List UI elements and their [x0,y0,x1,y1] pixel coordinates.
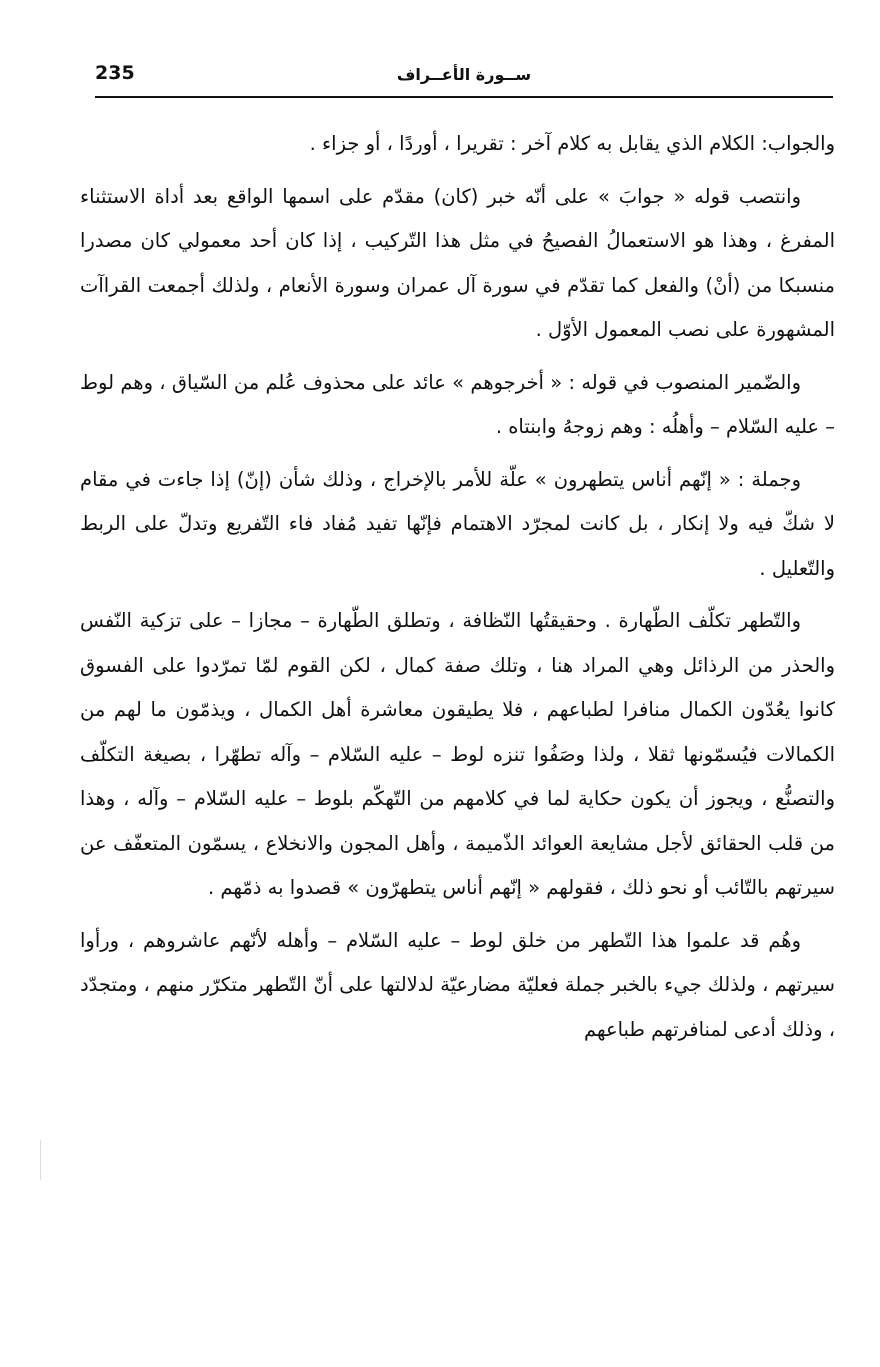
paragraph-pronoun: والضّمير المنصوب في قوله : « أخرجوهم » عائد على محذوف عُلم من السّياق ، وهم لوط – عليه السّلام – وأهلُه : وهم زوجهُ وابنتاه . [80,370,835,438]
paragraph-answer-definition: والجواب: الكلام الذي يقابل به كلام آخر : تقريرا ، أوردًا ، أو جزاء . [309,132,835,155]
header-rule [95,96,833,98]
paragraph-purification: والتّطهر تكلّف الطّهارة . وحقيقتُها النّظافة ، وتطلق الطّهارة – مجازا – على تزكية النّفس والحذر من الرذائل وهي المراد هنا ، وتلك صفة كمال ، لكن القوم لمّا تمرّدوا على الفسوق كانوا يعُدّون الكمال منافرا لطباعهم ، فلا يطيقون معاشرة أهل الكمال ، ويذمّون ما لهم من الكمالات فيُسمّونها ثقلا ، ولذا وصَفُوا تنزه لوط – عليه السّلام – وآله تطهّرا ، بصيغة التكلّف والتصنُّع ، ويجوز أن يكون حكاية لما في كلامهم من التّهكّم بلوط – عليه السّلام – وآله ، وهذا من قلب الحقائق لأجل مشايعة العوائد الذّميمة ، وأهل المجون والانخلاع ، يسمّون المتعفّف عن سيرتهم بالتّائب أو نحو ذلك ، فقولهم « إنّهم أناس يتطهرّون » قصدوا به ذمّهم . [80,609,835,899]
body-text [80,122,835,1060]
paragraph-reason-clause: وجملة : « إنّهم أناس يتطهرون » علّة للأمر بالإخراج ، وذلك شأن (إنّ) إذا جاءت في مقام لا شكّ فيه ولا إنكار ، بل كانت لمجرّد الاهتمام فإنّها تفيد مُفاد فاء التّفريع وتدلّ على الربط والتّعليل . [80,467,835,580]
paragraph-continuation: وهُم قد علموا هذا التّطهر من خلق لوط – عليه السّلام – وأهله لأنّهم عاشروهم ، ورأوا سيرتهم ، ولذلك جيء بالخبر جملة فعليّة مضارعيّة لدلالتها على أنّ التّطهر متكرّر منهم ، ومتجدّد ، وذلك أدعى لمنافرتهم طباعهم [80,928,835,1041]
paragraph-grammar-jawab: وانتصب قوله « جوابَ » على أنّه خبر (كان) مقدّم على اسمها الواقع بعد أداة الاستثناء المفرغ ، وهذا هو الاستعمالُ الفصيحُ في مثل هذا التّركيب ، إذا كان أحد معمولي كان مصدرا منسبكا من (أنْ) والفعل كما تقدّم في سورة آل عمران وسورة الأنعام ، ولذلك أجمعت القراآت المشهورة على نصب المعمول الأوّل . [80,184,835,341]
running-title: ســورة الأعــراف [396,65,532,84]
page-number: 235 [95,62,135,84]
page-header [95,58,833,98]
scan-edge-mark [40,1140,41,1180]
